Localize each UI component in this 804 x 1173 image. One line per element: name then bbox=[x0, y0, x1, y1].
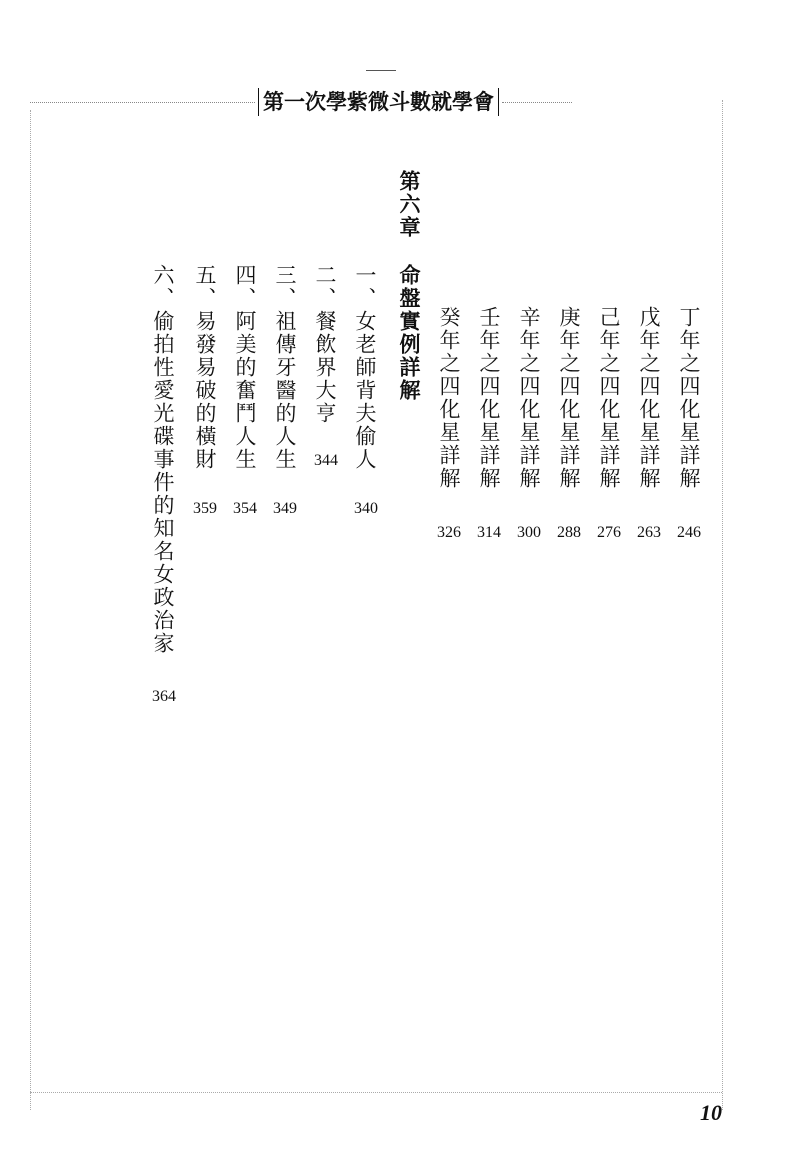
toc-entry-page: 246 bbox=[677, 524, 701, 541]
header-rule-left bbox=[30, 102, 255, 103]
toc-entry-page: 276 bbox=[597, 524, 621, 541]
toc-entry-title: 五、易發易破的橫財 bbox=[193, 264, 217, 471]
toc-entry-page: 288 bbox=[557, 524, 581, 541]
toc-entry-page: 344 bbox=[314, 452, 338, 469]
toc-entry-title: 戊年之四化星詳解 bbox=[637, 306, 661, 490]
toc-entry-title: 三、祖傳牙醫的人生 bbox=[273, 264, 297, 471]
toc-entry-title: 六、偷拍性愛光碟事件的知名女政治家 bbox=[151, 264, 175, 655]
header-rule-right bbox=[502, 102, 572, 103]
toc-entry-page: 364 bbox=[152, 688, 176, 705]
toc-entry-title: 癸年之四化星詳解 bbox=[437, 306, 461, 490]
page-edge-left bbox=[30, 110, 31, 1110]
toc-entry-page: 263 bbox=[637, 524, 661, 541]
toc-entry-title: 二、餐飲界大亨 bbox=[313, 264, 337, 425]
toc-entry-page: 326 bbox=[437, 524, 461, 541]
toc-entry-title: 壬年之四化星詳解 bbox=[477, 306, 501, 490]
chapter-label: 第六章 bbox=[397, 170, 421, 239]
page-edge-bottom bbox=[30, 1092, 722, 1093]
toc-entry-page: 354 bbox=[233, 500, 257, 517]
toc-entry-title: 丁年之四化星詳解 bbox=[677, 306, 701, 490]
toc-entry-page: 340 bbox=[354, 500, 378, 517]
toc-entry-title: 辛年之四化星詳解 bbox=[517, 306, 541, 490]
chapter-title: 命盤實例詳解 bbox=[397, 264, 421, 402]
page-edge-right bbox=[722, 100, 723, 1110]
toc-entry-title: 庚年之四化星詳解 bbox=[557, 306, 581, 490]
running-header: 第一次學紫微斗數就學會 bbox=[258, 88, 499, 116]
header-mark bbox=[366, 70, 396, 71]
toc-entry-title: 己年之四化星詳解 bbox=[597, 306, 621, 490]
toc-entry-page: 359 bbox=[193, 500, 217, 517]
page-number: 10 bbox=[700, 1100, 722, 1125]
toc-entry-page: 349 bbox=[273, 500, 297, 517]
toc-entry-title: 四、阿美的奮鬥人生 bbox=[233, 264, 257, 471]
toc-entry-title: 一、女老師背夫偷人 bbox=[353, 264, 377, 471]
toc-entry-page: 300 bbox=[517, 524, 541, 541]
toc-entry-page: 314 bbox=[477, 524, 501, 541]
